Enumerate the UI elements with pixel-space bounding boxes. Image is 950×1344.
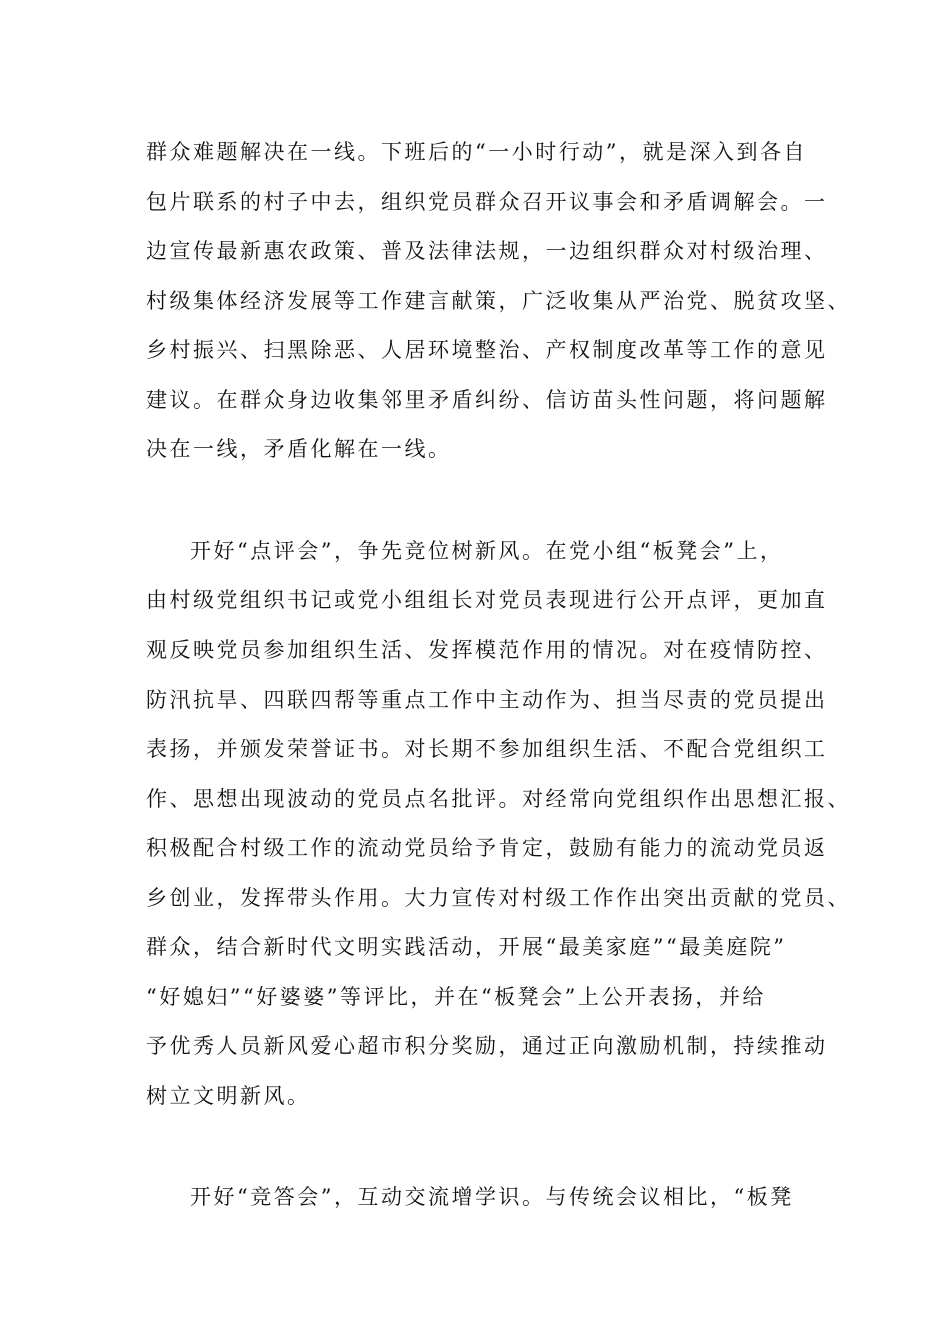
text-line: 开好“点评会”，争先竞位树新风。在党小组“板凳会”上， [190, 539, 784, 563]
text-line: 予优秀人员新风爱心超市积分奖励，通过正向激励机制，持续推动 [146, 1034, 828, 1058]
text-line: 边宣传最新惠农政策、普及法律法规，一边组织群众对村级治理、 [146, 239, 828, 263]
text-line: 观反映党员参加组织生活、发挥模范作用的情况。对在疫情防控、 [146, 638, 828, 662]
text-line: 包片联系的村子中去，组织党员群众召开议事会和矛盾调解会。一 [146, 190, 828, 214]
text-line: 由村级党组织书记或党小组组长对党员表现进行公开点评，更加直 [146, 588, 828, 612]
text-line: 群众，结合新时代文明实践活动，开展“最美家庭”“最美庭院” [146, 935, 787, 959]
text-line: 作、思想出现波动的党员点名批评。对经常向党组织作出思想汇报、 [146, 787, 851, 811]
text-line: “好媳妇”“好婆婆”等评比，并在“板凳会”上公开表扬，并给 [146, 985, 766, 1009]
text-line: 积极配合村级工作的流动党员给予肯定，鼓励有能力的流动党员返 [146, 836, 828, 860]
text-line: 决在一线，矛盾化解在一线。 [146, 437, 452, 461]
text-line: 开好“竞答会”，互动交流增学识。与传统会议相比，“板凳 [190, 1185, 794, 1209]
text-line: 建议。在群众身边收集邻里矛盾纠纷、信访苗头性问题，将问题解 [146, 388, 828, 412]
text-line: 群众难题解决在一线。下班后的“一小时行动”，就是深入到各自 [146, 140, 807, 164]
text-line: 乡村振兴、扫黑除恶、人居环境整治、产权制度改革等工作的意见 [146, 338, 828, 362]
text-line: 乡创业，发挥带头作用。大力宣传对村级工作作出突出贡献的党员、 [146, 886, 851, 910]
text-line: 防汛抗旱、四联四帮等重点工作中主动作为、担当尽责的党员提出 [146, 688, 828, 712]
text-line: 树立文明新风。 [146, 1084, 311, 1108]
text-line: 表扬，并颁发荣誉证书。对长期不参加组织生活、不配合党组织工 [146, 737, 828, 761]
text-line: 村级集体经济发展等工作建言献策，广泛收集从严治党、脱贫攻坚、 [146, 289, 851, 313]
